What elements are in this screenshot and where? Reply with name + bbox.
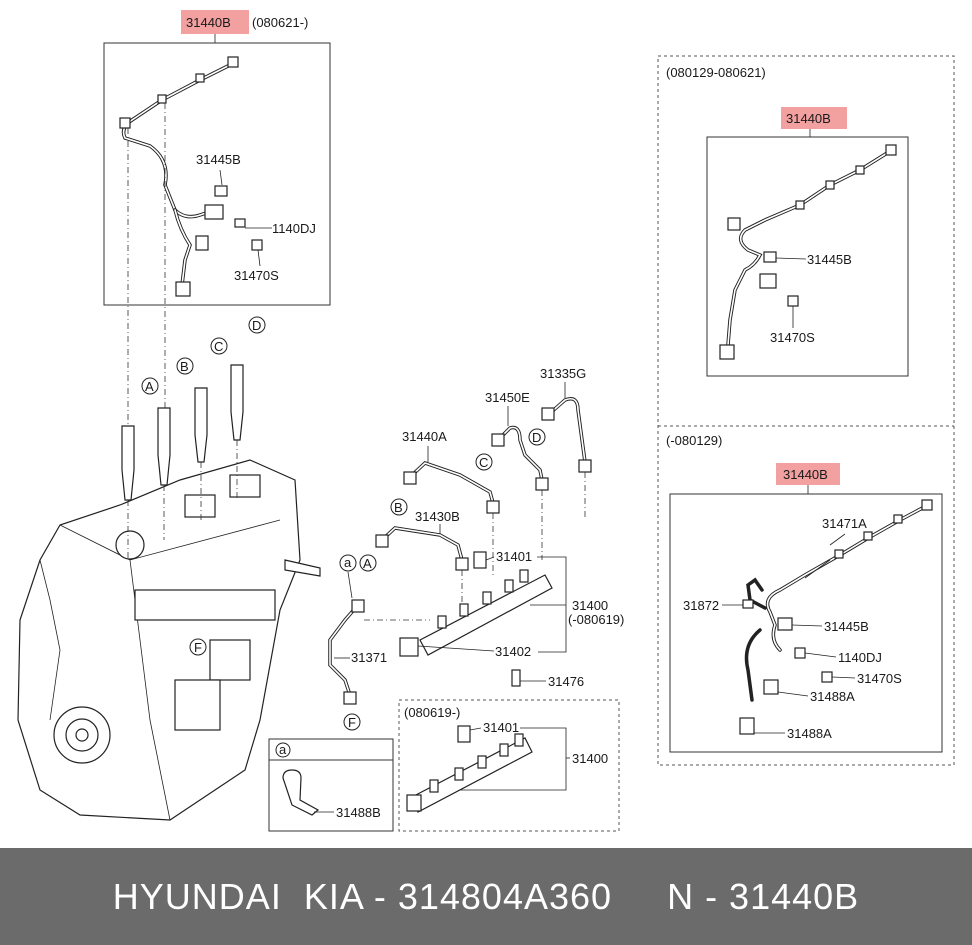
mid-right-date-label: (080129-080621) (666, 65, 766, 80)
circle-small-a-2: a (279, 742, 287, 757)
rail-inset (399, 700, 619, 831)
mid-right-part-label: 31440B (786, 111, 831, 126)
alt-harness-outer-box (658, 56, 954, 765)
p31450e-label: 31450E (485, 390, 530, 405)
circle-d-2: D (532, 430, 542, 445)
p31430b-label: 31430B (415, 509, 460, 524)
circle-small-a-1: a (344, 555, 352, 570)
common-rail (400, 549, 624, 689)
circle-b-2: B (394, 500, 403, 515)
circle-a-1: A (145, 379, 154, 394)
circle-f-1: F (194, 640, 202, 655)
alt-harness-group (658, 56, 954, 765)
p31400-date-label: (-080619) (568, 612, 625, 627)
circle-c-2: C (479, 455, 489, 470)
circle-c-1: C (214, 339, 224, 354)
inset-31400-label: 31400 (572, 751, 609, 766)
low-31488a-label-2: 31488A (787, 726, 832, 741)
p31440a-label: 31440A (402, 429, 447, 444)
low-31872-label: 31872 (683, 598, 720, 613)
hp-pipes (340, 366, 591, 605)
low-31445b-label: 31445B (824, 619, 869, 634)
low-31470s-label: 31470S (857, 671, 902, 686)
top-31445b-label: 31445B (196, 152, 241, 167)
p31401-label: 31401 (496, 549, 533, 564)
low-right-date-label: (-080129) (666, 433, 723, 448)
p31371-label: 31371 (351, 650, 388, 665)
top-box-part-label: 31440B (186, 15, 231, 30)
p31335g-label: 31335G (540, 366, 587, 381)
circle-a-2: A (363, 556, 372, 571)
mid-right-31470s-label: 31470S (770, 330, 815, 345)
bracket-inset (269, 739, 393, 831)
top-harness-group (104, 10, 330, 425)
inset-date-label: (080619-) (404, 705, 461, 720)
low-31488a-label-1: 31488A (810, 689, 855, 704)
circle-d-1: D (252, 318, 262, 333)
mid-right-31445b-label: 31445B (807, 252, 852, 267)
circle-b-1: B (180, 359, 189, 374)
p31400-label: 31400 (572, 598, 609, 613)
top-harness-box (104, 43, 330, 305)
low-right-harness-box (670, 494, 942, 752)
p31476-label: 31476 (548, 674, 585, 689)
low-31471a-label: 31471A (822, 516, 867, 531)
p31402-label: 31402 (495, 644, 532, 659)
top-31470s-label: 31470S (234, 268, 279, 283)
footer-text: HYUNDAI KIA - 314804A360 N - 31440B (112, 875, 860, 917)
circle-f-2: F (348, 715, 356, 730)
inset-31401-label: 31401 (483, 720, 520, 735)
inset-31488b-label: 31488B (336, 805, 381, 820)
engine-block (18, 460, 320, 820)
low-1140dj-label: 1140DJ (838, 650, 882, 665)
low-right-part-label: 31440B (783, 467, 828, 482)
top-1140dj-label: 1140DJ (272, 221, 316, 236)
top-box-date-label: (080621-) (252, 15, 309, 30)
footer-banner (0, 848, 972, 945)
